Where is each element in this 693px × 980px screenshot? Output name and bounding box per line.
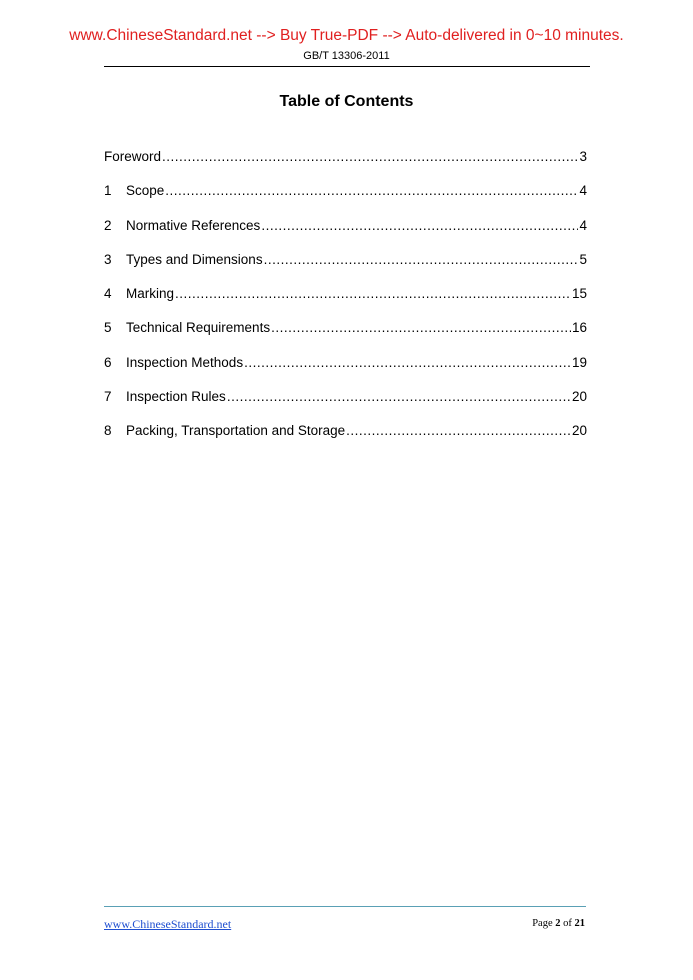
toc-entry-packing-transportation-storage[interactable] [104, 423, 587, 457]
toc-entry-number: 2 [104, 217, 112, 233]
toc-entry-label: Scope [126, 183, 165, 199]
toc-entry-label: Inspection Rules [126, 389, 226, 405]
toc-entry-inspection-rules[interactable] [104, 389, 587, 423]
toc-leader-dots [175, 286, 571, 301]
toc-leader-dots [261, 218, 578, 233]
page-of: of [563, 918, 572, 929]
toc-entry-normative-references[interactable] [104, 218, 587, 252]
toc-entry-page: 3 [579, 149, 587, 164]
toc-entry-foreword[interactable] [104, 149, 587, 183]
toc-title: Table of Contents [279, 93, 414, 110]
toc-entry-page: 5 [579, 251, 587, 267]
toc-entry-number: 4 [104, 286, 112, 302]
toc-entry-number: 7 [104, 389, 112, 405]
toc-leader-dots [162, 149, 578, 164]
toc-entry-page: 4 [579, 217, 587, 233]
toc-entry-scope[interactable] [104, 183, 587, 217]
toc-entry-page: 20 [571, 423, 587, 439]
toc-entry-number: 3 [104, 251, 112, 267]
toc-leader-dots [244, 355, 571, 370]
toc-entry-page: 20 [571, 389, 587, 405]
toc-entry-number: 1 [104, 183, 112, 199]
footer-divider [104, 906, 586, 907]
toc-leader-dots [227, 389, 571, 404]
toc-entry-number: 5 [104, 320, 112, 336]
toc-leader-dots [271, 320, 571, 335]
page-indicator [532, 918, 585, 929]
header-divider [104, 66, 590, 67]
toc-entry-label: Technical Requirements [126, 320, 271, 336]
toc-entry-page: 16 [571, 320, 587, 336]
toc-entry-label: Packing, Transportation and Storage [126, 423, 346, 439]
toc-entry-label: Types and Dimensions [126, 251, 263, 267]
toc-entry-label: Inspection Methods [126, 354, 244, 370]
toc-entry-number: 6 [104, 354, 112, 370]
toc-entry-page: 19 [571, 354, 587, 370]
toc-entry-types-and-dimensions[interactable] [104, 252, 587, 286]
toc-leader-dots [165, 183, 578, 198]
toc-entry-label: Marking [126, 286, 175, 302]
standard-code: GB/T 13306-2011 [303, 50, 390, 62]
toc-entry-label: Foreword [104, 149, 162, 164]
toc-entry-technical-requirements[interactable] [104, 320, 587, 354]
toc-entry-page: 15 [571, 286, 587, 302]
toc-leader-dots [264, 252, 579, 267]
toc-entry-label: Normative References [126, 217, 261, 233]
toc-leader-dots [346, 423, 571, 438]
toc-entry-inspection-methods[interactable] [104, 355, 587, 389]
toc-entry-page: 4 [579, 183, 587, 199]
table-of-contents [104, 149, 587, 458]
page-total: 21 [574, 918, 585, 929]
toc-entry-number: 8 [104, 423, 112, 439]
page-word: Page [532, 918, 553, 929]
toc-entry-marking[interactable] [104, 286, 587, 320]
page-current: 2 [555, 918, 561, 929]
promo-banner-link[interactable]: www.ChineseStandard.net --> Buy True-PDF --> Auto-delivered in 0~10 minutes. [69, 27, 624, 44]
footer-site-link[interactable]: www.ChineseStandard.net [104, 917, 232, 931]
